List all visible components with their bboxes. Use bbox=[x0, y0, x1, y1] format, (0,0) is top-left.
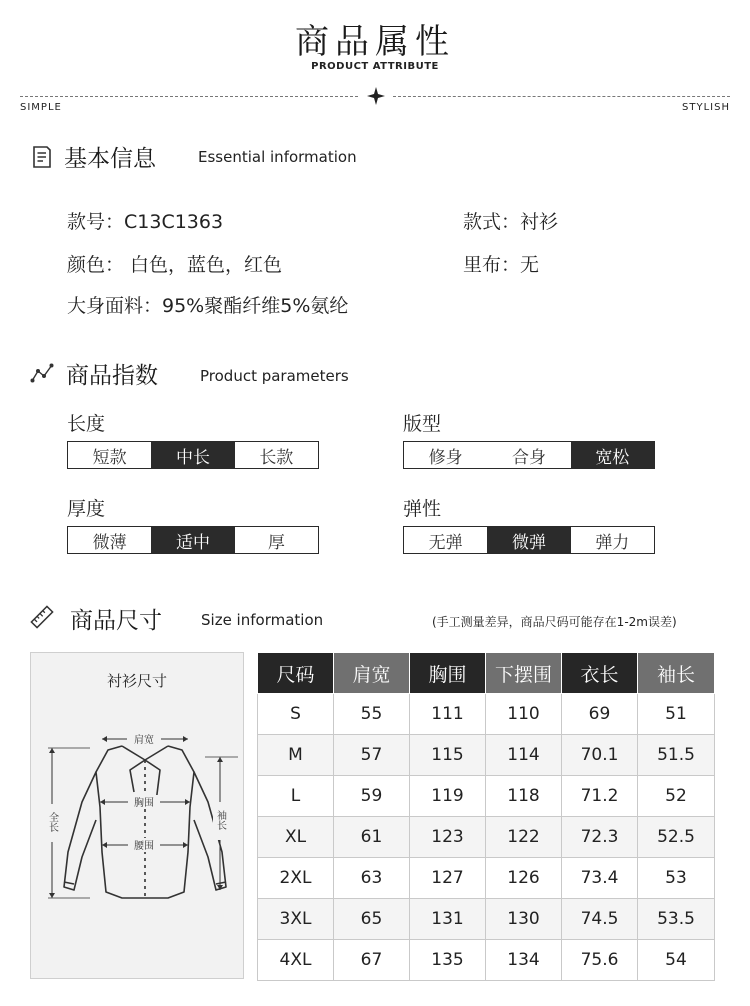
table-row bbox=[258, 817, 715, 858]
table-cell: 122 bbox=[486, 817, 562, 858]
section-title-basic: 基本信息 bbox=[64, 146, 156, 172]
table-cell: 54 bbox=[638, 940, 715, 981]
table-cell: 119 bbox=[410, 776, 486, 817]
param-option: 弹力 bbox=[571, 527, 654, 553]
table-cell: 61 bbox=[334, 817, 410, 858]
section-title-params: 商品指数 bbox=[66, 363, 158, 389]
divider-left bbox=[20, 96, 358, 97]
page-subtitle: PRODUCT ATTRIBUTE bbox=[311, 61, 439, 72]
table-cell: 59 bbox=[334, 776, 410, 817]
info-fabric: 大身面料：95%聚酯纤维5%氨纶 bbox=[67, 295, 349, 317]
col-chest: 胸围 bbox=[410, 653, 486, 694]
table-cell: 4XL bbox=[258, 940, 334, 981]
param-option: 厚 bbox=[235, 527, 318, 553]
param-length-scale bbox=[67, 441, 319, 469]
param-fit-label: 版型 bbox=[403, 413, 442, 435]
col-sleeve: 袖长 bbox=[638, 653, 715, 694]
diagram-length-label: 全长 bbox=[46, 812, 58, 832]
table-row bbox=[258, 858, 715, 899]
param-elasticity-scale bbox=[403, 526, 655, 554]
table-cell: 74.5 bbox=[562, 899, 638, 940]
table-cell: 127 bbox=[410, 858, 486, 899]
diagram-sleeve-label: 袖长 bbox=[214, 810, 226, 830]
table-cell: 69 bbox=[562, 694, 638, 735]
table-cell: L bbox=[258, 776, 334, 817]
table-cell: 135 bbox=[410, 940, 486, 981]
table-cell: 3XL bbox=[258, 899, 334, 940]
param-thickness-scale bbox=[67, 526, 319, 554]
info-style: 款式：衬衫 bbox=[463, 211, 559, 233]
table-cell: 53.5 bbox=[638, 899, 715, 940]
table-cell: 131 bbox=[410, 899, 486, 940]
param-fit-scale bbox=[403, 441, 655, 469]
tag-simple: SIMPLE bbox=[20, 102, 62, 113]
table-cell: 71.2 bbox=[562, 776, 638, 817]
diagram-waist-label: 腰围 bbox=[134, 841, 154, 852]
table-cell: 75.6 bbox=[562, 940, 638, 981]
table-cell: 51 bbox=[638, 694, 715, 735]
shirt-diagram-icon bbox=[30, 652, 244, 979]
table-header-row bbox=[258, 653, 715, 694]
info-color: 颜色： 白色，蓝色，红色 bbox=[67, 254, 283, 276]
section-title-size: 商品尺寸 bbox=[70, 608, 162, 634]
param-option: 长款 bbox=[235, 442, 318, 468]
table-cell: 55 bbox=[334, 694, 410, 735]
table-cell: S bbox=[258, 694, 334, 735]
param-option: 修身 bbox=[404, 442, 487, 468]
trend-line-icon bbox=[30, 361, 54, 385]
diamond-cross-icon bbox=[366, 86, 386, 106]
param-thickness-label: 厚度 bbox=[67, 498, 106, 520]
table-cell: 57 bbox=[334, 735, 410, 776]
divider-right bbox=[393, 96, 730, 97]
table-cell: 111 bbox=[410, 694, 486, 735]
col-size: 尺码 bbox=[258, 653, 334, 694]
param-option: 无弹 bbox=[404, 527, 487, 553]
ruler-icon bbox=[30, 605, 54, 629]
tag-stylish: STYLISH bbox=[682, 102, 730, 113]
table-row bbox=[258, 694, 715, 735]
param-option: 短款 bbox=[68, 442, 151, 468]
table-cell: 70.1 bbox=[562, 735, 638, 776]
table-cell: 72.3 bbox=[562, 817, 638, 858]
diagram-chest-label: 胸围 bbox=[134, 798, 154, 809]
table-cell: 65 bbox=[334, 899, 410, 940]
param-length-label: 长度 bbox=[67, 413, 106, 435]
table-cell: XL bbox=[258, 817, 334, 858]
measurement-note: (手工测量差异，商品尺码可能存在1-2m误差) bbox=[432, 615, 677, 629]
info-style-no: 款号：C13C1363 bbox=[67, 211, 224, 233]
table-row bbox=[258, 899, 715, 940]
table-cell: 114 bbox=[486, 735, 562, 776]
shirt-diagram-title: 衬衫尺寸 bbox=[106, 672, 167, 690]
table-cell: 67 bbox=[334, 940, 410, 981]
table-cell: 52 bbox=[638, 776, 715, 817]
info-lining: 里布：无 bbox=[463, 254, 540, 276]
table-cell: 134 bbox=[486, 940, 562, 981]
section-title-basic-en: Essential information bbox=[198, 148, 357, 166]
table-cell: 110 bbox=[486, 694, 562, 735]
table-cell: M bbox=[258, 735, 334, 776]
table-cell: 130 bbox=[486, 899, 562, 940]
param-option-selected: 中长 bbox=[151, 442, 234, 468]
diagram-shoulder-label: 肩宽 bbox=[134, 735, 154, 746]
table-row bbox=[258, 940, 715, 981]
table-cell: 53 bbox=[638, 858, 715, 899]
param-option-selected: 微弹 bbox=[487, 527, 570, 553]
table-row bbox=[258, 735, 715, 776]
table-row bbox=[258, 776, 715, 817]
col-hem: 下摆围 bbox=[486, 653, 562, 694]
param-option-selected: 宽松 bbox=[571, 442, 654, 468]
table-cell: 126 bbox=[486, 858, 562, 899]
table-cell: 118 bbox=[486, 776, 562, 817]
col-length: 衣长 bbox=[562, 653, 638, 694]
table-cell: 123 bbox=[410, 817, 486, 858]
table-cell: 63 bbox=[334, 858, 410, 899]
section-title-params-en: Product parameters bbox=[200, 367, 349, 385]
table-cell: 2XL bbox=[258, 858, 334, 899]
param-option: 微薄 bbox=[68, 527, 151, 553]
table-cell: 51.5 bbox=[638, 735, 715, 776]
param-option-selected: 适中 bbox=[151, 527, 234, 553]
page-title: 商品属性 bbox=[295, 22, 455, 62]
table-cell: 52.5 bbox=[638, 817, 715, 858]
param-option: 合身 bbox=[487, 442, 570, 468]
table-cell: 73.4 bbox=[562, 858, 638, 899]
param-elasticity-label: 弹性 bbox=[403, 498, 442, 520]
size-table bbox=[257, 652, 715, 981]
col-shoulder: 肩宽 bbox=[334, 653, 410, 694]
table-cell: 115 bbox=[410, 735, 486, 776]
document-icon bbox=[30, 145, 54, 169]
section-title-size-en: Size information bbox=[201, 611, 324, 629]
